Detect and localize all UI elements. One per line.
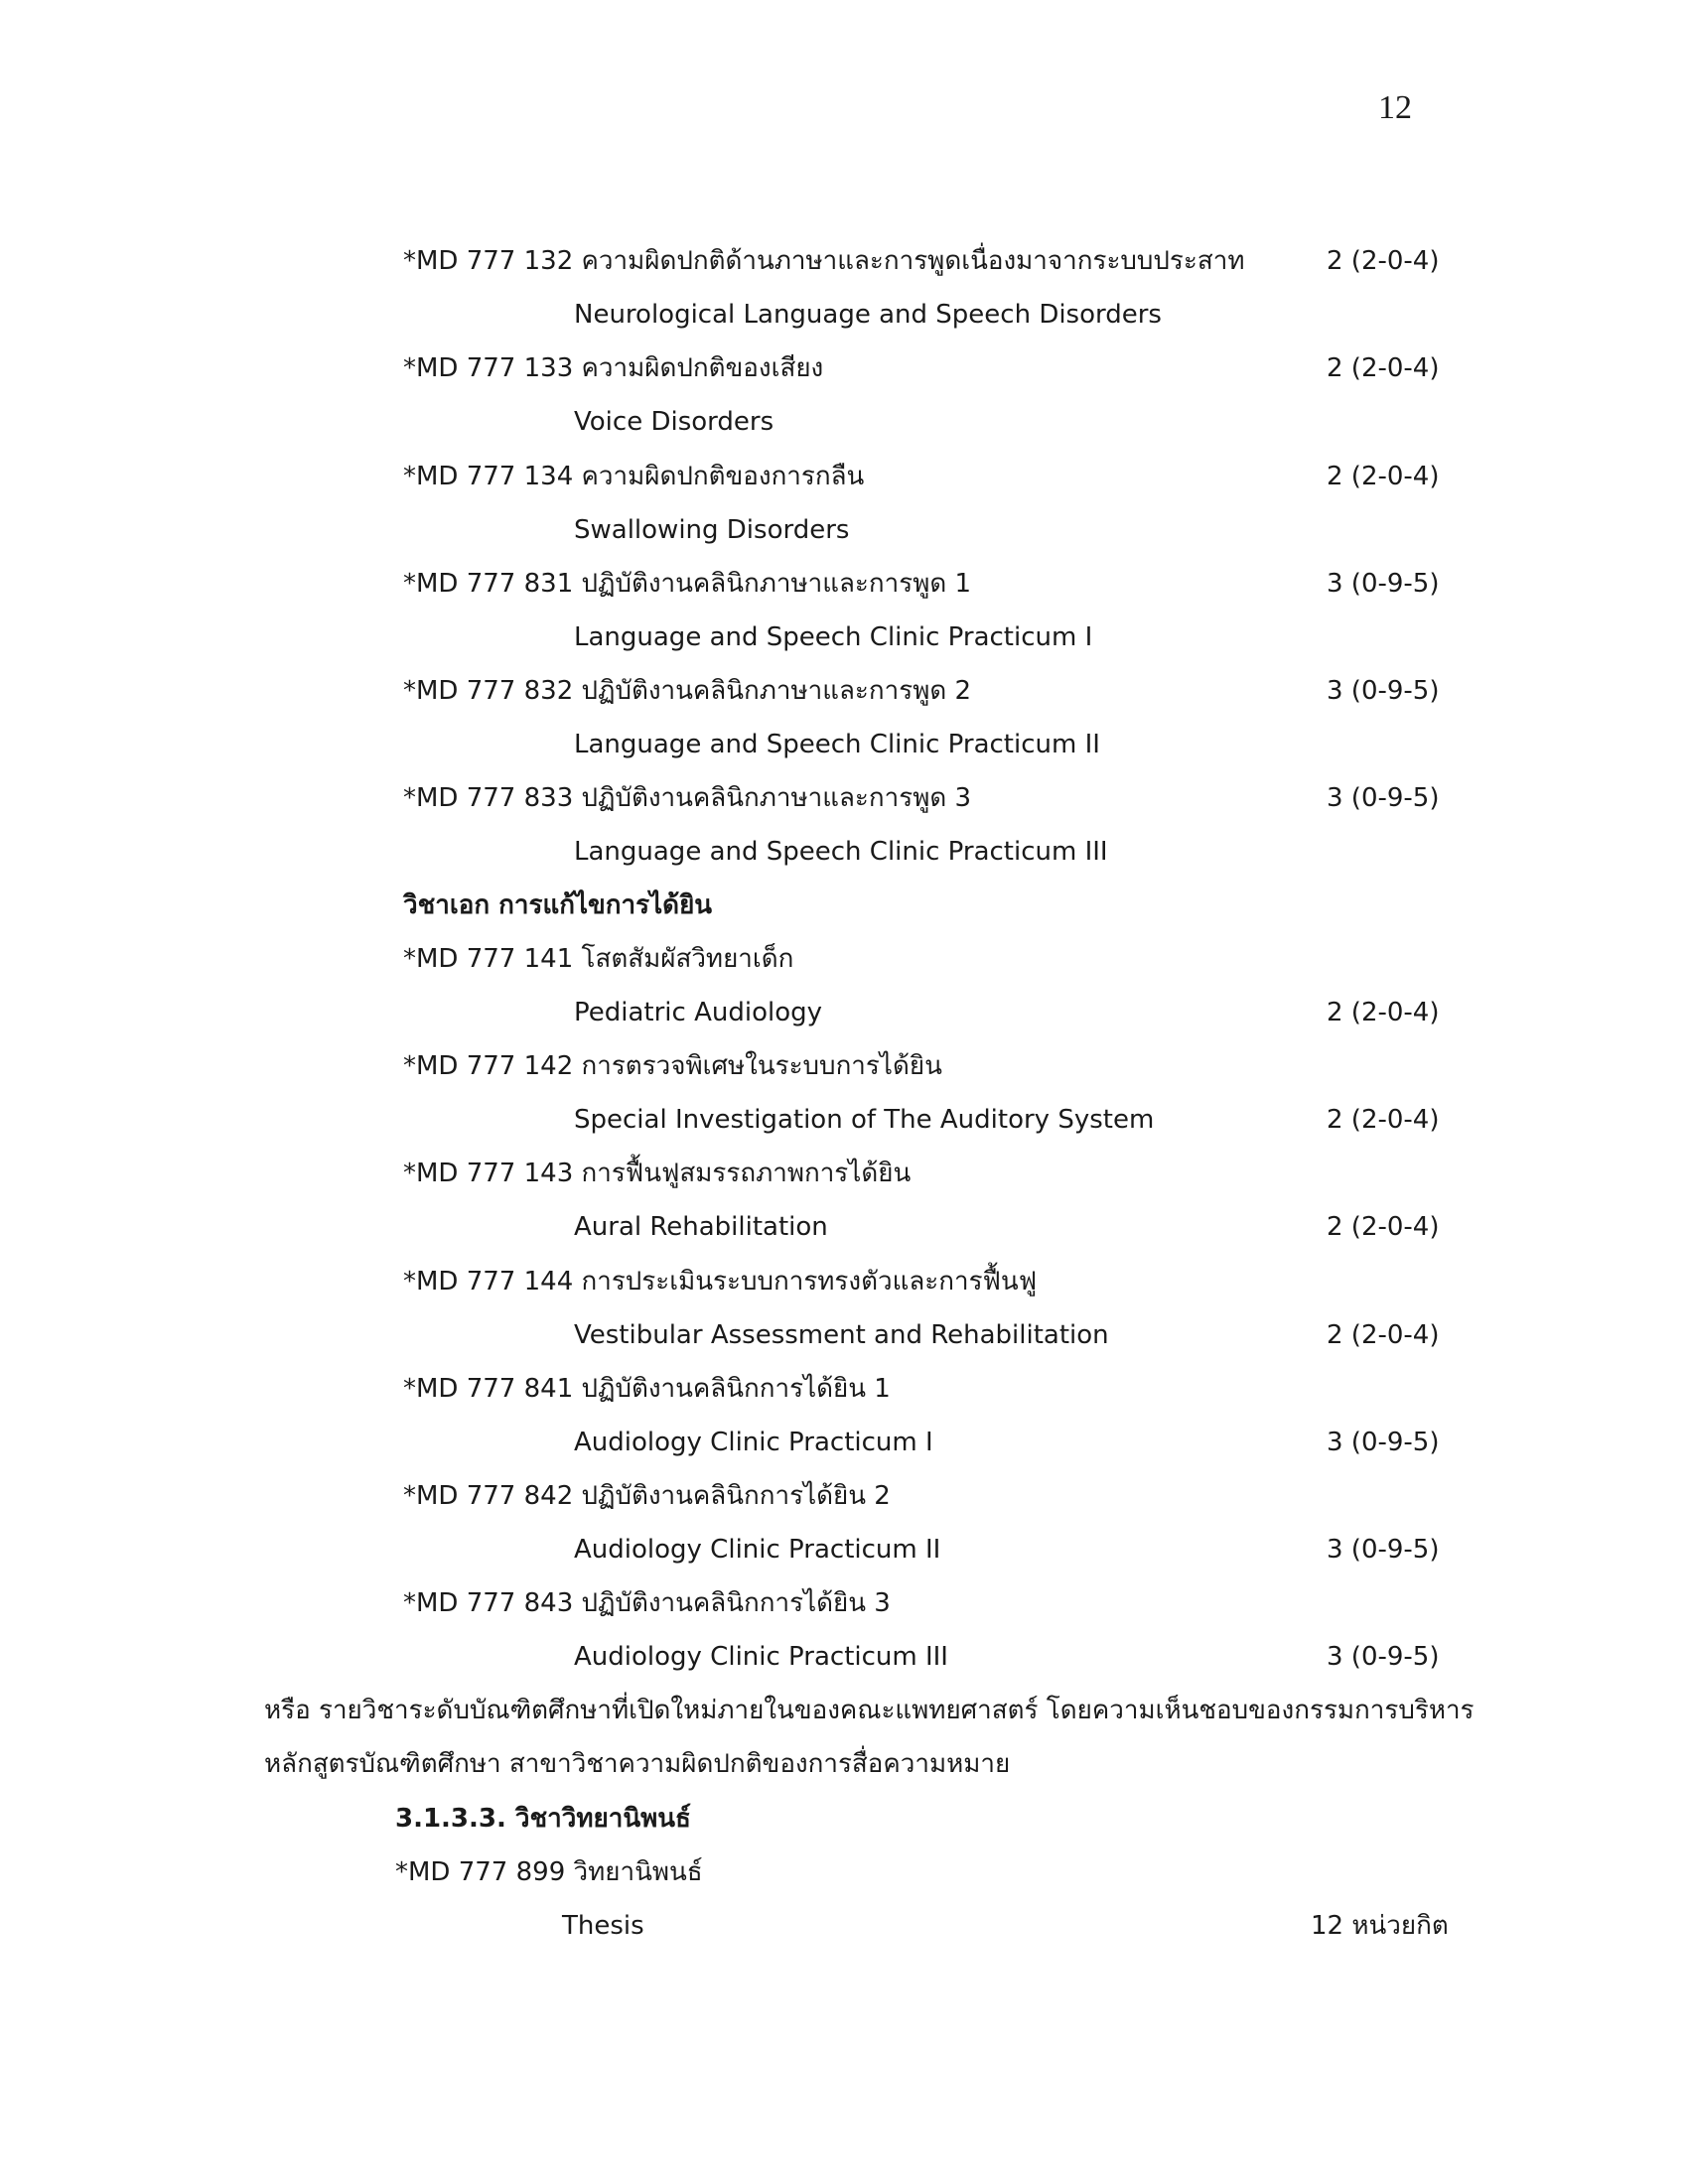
course-code-line: *MD 777 831 ปฏิบัติงานคลินิกภาษาและการพูด 1 bbox=[403, 569, 972, 599]
course-credit: 3 (0-9-5) bbox=[1327, 1642, 1440, 1672]
course-english-title: Audiology Clinic Practicum II bbox=[574, 1535, 941, 1565]
course-english-title: Audiology Clinic Practicum I bbox=[574, 1428, 933, 1457]
note-paragraph-line-1: หรือ รายวิชาระดับบัณฑิตศึกษาที่เปิดใหม่ภายในของคณะแพทยศาสตร์ โดยความเห็นชอบของกรรมการบริหาร bbox=[264, 1696, 1475, 1725]
course-credit: 3 (0-9-5) bbox=[1327, 676, 1440, 706]
course-code-line: *MD 777 141 โสตสัมผัสวิทยาเด็ก bbox=[403, 944, 794, 974]
course-code-line: *MD 777 142 การตรวจพิเศษในระบบการได้ยิน bbox=[403, 1051, 942, 1081]
note-paragraph-line-2: หลักสูตรบัณฑิตศึกษา สาขาวิชาความผิดปกติของการสื่อความหมาย bbox=[264, 1749, 1011, 1779]
thesis-section-heading: 3.1.3.3. วิชาวิทยานิพนธ์ bbox=[395, 1804, 691, 1834]
course-english-title: Vestibular Assessment and Rehabilitation bbox=[574, 1320, 1109, 1350]
course-credit: 2 (2-0-4) bbox=[1327, 462, 1440, 491]
course-english-title: Voice Disorders bbox=[574, 407, 774, 437]
course-english-title: Neurological Language and Speech Disorders bbox=[574, 300, 1162, 330]
course-code-line: *MD 777 833 ปฏิบัติงานคลินิกภาษาและการพูด 3 bbox=[403, 783, 972, 813]
course-english-title: Language and Speech Clinic Practicum III bbox=[574, 837, 1108, 867]
course-credit: 3 (0-9-5) bbox=[1327, 1428, 1440, 1457]
course-credit: 2 (2-0-4) bbox=[1327, 353, 1440, 383]
course-code-line: *MD 777 842 ปฏิบัติงานคลินิกการได้ยิน 2 bbox=[403, 1481, 891, 1511]
course-credit: 2 (2-0-4) bbox=[1327, 246, 1440, 276]
course-code-line: *MD 777 132 ความผิดปกติด้านภาษาและการพูดเนื่องมาจากระบบประสาท bbox=[403, 246, 1245, 276]
course-credit: 3 (0-9-5) bbox=[1327, 783, 1440, 813]
course-english-title: Pediatric Audiology bbox=[574, 998, 822, 1027]
course-english-title: Language and Speech Clinic Practicum I bbox=[574, 622, 1093, 652]
page-number: 12 bbox=[1378, 89, 1412, 126]
thesis-course-code-line: *MD 777 899 วิทยานิพนธ์ bbox=[395, 1857, 703, 1887]
course-code-line: *MD 777 143 การฟื้นฟูสมรรถภาพการได้ยิน bbox=[403, 1159, 912, 1188]
course-code-line: *MD 777 144 การประเมินระบบการทรงตัวและการฟื้นฟู bbox=[403, 1267, 1038, 1297]
course-code-line: *MD 777 832 ปฏิบัติงานคลินิกภาษาและการพูด 2 bbox=[403, 676, 972, 706]
course-code-line: *MD 777 133 ความผิดปกติของเสียง bbox=[403, 353, 824, 383]
course-code-line: *MD 777 843 ปฏิบัติงานคลินิกการได้ยิน 3 bbox=[403, 1588, 891, 1618]
course-credit: 2 (2-0-4) bbox=[1327, 1320, 1440, 1350]
course-english-title: Audiology Clinic Practicum III bbox=[574, 1642, 948, 1672]
course-english-title: Language and Speech Clinic Practicum II bbox=[574, 730, 1100, 759]
course-english-title: Special Investigation of The Auditory System bbox=[574, 1105, 1155, 1135]
course-code-line: *MD 777 841 ปฏิบัติงานคลินิกการได้ยิน 1 bbox=[403, 1374, 891, 1404]
major-heading: วิชาเอก การแก้ไขการได้ยิน bbox=[403, 890, 713, 920]
course-english-title: Aural Rehabilitation bbox=[574, 1212, 828, 1242]
course-credit: 3 (0-9-5) bbox=[1327, 1535, 1440, 1565]
thesis-english-title: Thesis bbox=[562, 1911, 644, 1941]
course-credit: 3 (0-9-5) bbox=[1327, 569, 1440, 599]
course-credit: 2 (2-0-4) bbox=[1327, 1212, 1440, 1242]
course-code-line: *MD 777 134 ความผิดปกติของการกลืน bbox=[403, 462, 865, 491]
course-english-title: Swallowing Disorders bbox=[574, 515, 850, 545]
course-credit: 2 (2-0-4) bbox=[1327, 998, 1440, 1027]
course-credit: 2 (2-0-4) bbox=[1327, 1105, 1440, 1135]
thesis-credit: 12 หน่วยกิต bbox=[1311, 1911, 1449, 1941]
